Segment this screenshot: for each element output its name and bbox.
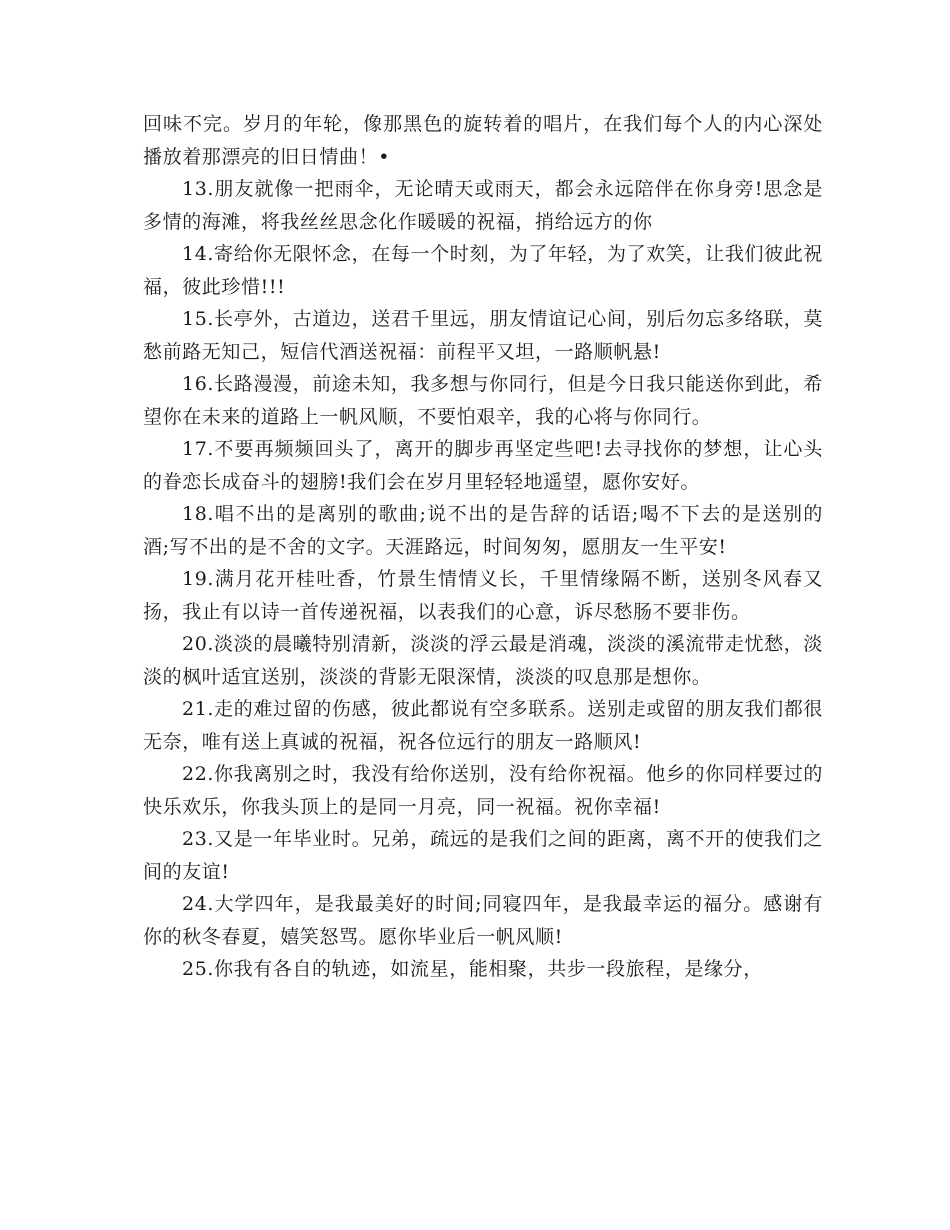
- paragraph-18: 18.唱不出的是离别的歌曲;说不出的是告辞的话语;喝不下去的是送别的酒;写不出的是不舍的文字。天涯路远，时间匆匆，愿朋友一生平安!: [143, 503, 823, 558]
- paragraph-continuation: 回味不完。岁月的年轮，像那黑色的旋转着的唱片，在我们每个人的内心深处播放着那漂亮的旧日情曲！•: [143, 113, 823, 168]
- paragraph-22: 22.你我离别之时，我没有给你送别，没有给你祝福。他乡的你同样要过的快乐欢乐，你我头顶上的是同一月亮，同一祝福。祝你幸福!: [143, 763, 823, 818]
- paragraph-14: 14.寄给你无限怀念，在每一个时刻，为了年轻，为了欢笑，让我们彼此祝福，彼此珍惜!!!: [143, 243, 823, 298]
- paragraph-19: 19.满月花开桂吐香，竹景生情情义长，千里情缘隔不断，送别冬风春又扬，我止有以诗一首传递祝福，以表我们的心意，诉尽愁肠不要非伤。: [143, 568, 823, 623]
- document-body: [143, 108, 823, 986]
- paragraph-25: 25.你我有各自的轨迹，如流星，能相聚，共步一段旅程，是缘分，: [182, 958, 763, 980]
- paragraph-13: 13.朋友就像一把雨伞，无论晴天或雨天，都会永远陪伴在你身旁!思念是多情的海滩，将我丝丝思念化作暖暖的祝福，捎给远方的你: [143, 178, 823, 233]
- paragraph-20: 20.淡淡的晨曦特别清新，淡淡的浮云最是消魂，淡淡的溪流带走忧愁，淡淡的枫叶适宜送别，淡淡的背影无限深情，淡淡的叹息那是想你。: [143, 633, 823, 688]
- paragraph-24: 24.大学四年，是我最美好的时间;同寝四年，是我最幸运的福分。感谢有你的秋冬春夏，嬉笑怒骂。愿你毕业后一帆风顺!: [143, 893, 823, 948]
- paragraph-21: 21.走的难过留的伤感，彼此都说有空多联系。送别走或留的朋友我们都很无奈，唯有送上真诚的祝福，祝各位远行的朋友一路顺风!: [143, 698, 823, 753]
- paragraph-17: 17.不要再频频回头了，离开的脚步再坚定些吧!去寻找你的梦想，让心头的眷恋长成奋斗的翅膀!我们会在岁月里轻轻地遥望，愿你安好。: [143, 438, 823, 493]
- paragraph-23: 23.又是一年毕业时。兄弟，疏远的是我们之间的距离，离不开的使我们之间的友谊!: [143, 828, 823, 883]
- paragraph-15: 15.长亭外，古道边，送君千里远，朋友情谊记心间，别后勿忘多络联，莫愁前路无知己，短信代酒送祝福：前程平又坦，一路顺帆悬!: [143, 308, 823, 363]
- paragraph-16: 16.长路漫漫，前途未知，我多想与你同行，但是今日我只能送你到此，希望你在未来的道路上一帆风顺，不要怕艰辛，我的心将与你同行。: [143, 373, 823, 428]
